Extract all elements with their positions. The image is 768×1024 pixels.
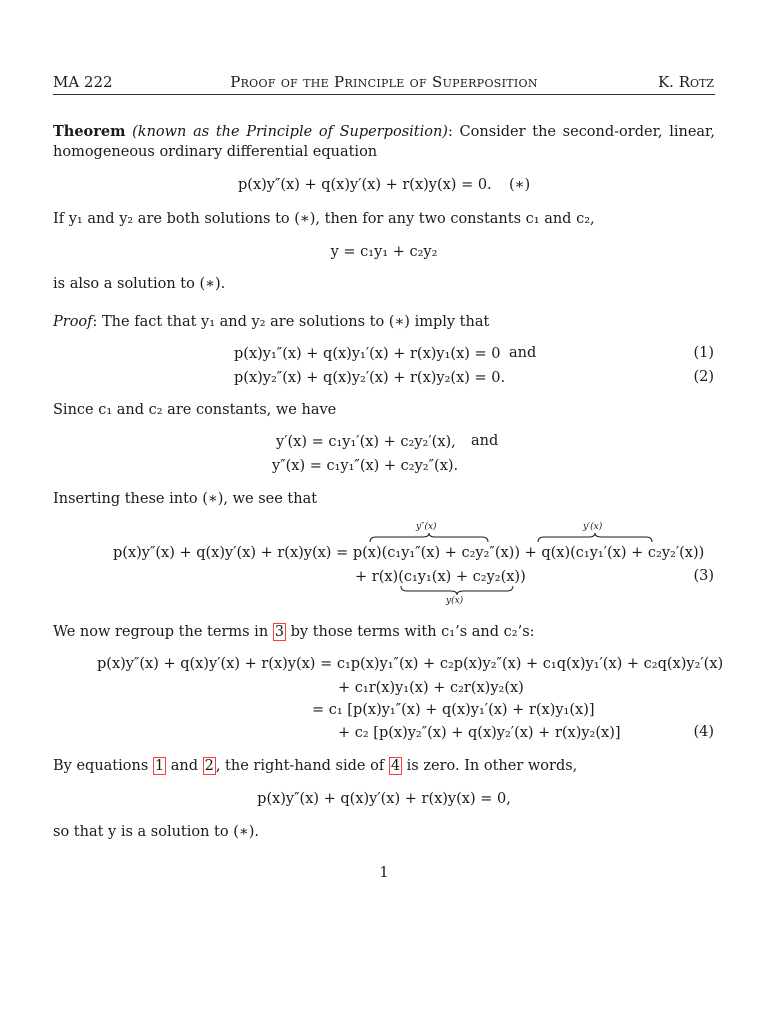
brace-label-ypp: y″(x): [416, 522, 437, 532]
by-text-post: is zero. In other words,: [402, 758, 578, 774]
star-tag: (∗): [509, 177, 531, 193]
equation-3-lhs: p(x)y″(x) + q(x)y′(x) + r(x)y(x) = p(x): [113, 545, 382, 561]
equation-4-line-2: + c₁r(x)y₁(x) + c₂r(x)y₂(x): [338, 680, 524, 696]
equation-3-group-y: (c₁y₁(x) + c₂y₂(x)): [398, 569, 526, 585]
proof-label: Proof: [53, 314, 93, 330]
equation-3-mid: + q(x): [519, 545, 571, 561]
ref-equation-1[interactable]: 1: [154, 758, 165, 774]
equation-2: p(x)y₂″(x) + q(x)y₂′(x) + r(x)y₂(x) = 0.: [234, 370, 506, 386]
page-number: 1: [379, 865, 389, 881]
equation-3-line-1: [113, 544, 704, 562]
equation-3-group-ypp: (c₁y₁″(x) + c₂y₂″(x)): [381, 545, 520, 561]
also-line: is also a solution to (∗).: [53, 276, 226, 292]
theorem-text: : Consider the second-order, linear, homogeneous ordinary differential equation: [53, 124, 715, 160]
regroup-line: [53, 622, 715, 642]
equation-1-and: and: [509, 345, 537, 361]
equation-3-line-2: [355, 568, 526, 586]
regroup-text-pre: We now regroup the terms in: [53, 624, 273, 640]
header-course: MA 222: [53, 73, 113, 91]
theorem-paragraph: [53, 122, 715, 162]
combo-equation: y = c₁y₁ + c₂y₂: [330, 244, 438, 260]
derivative-1-and: and: [471, 433, 499, 449]
overbrace-ypp: [368, 533, 490, 543]
conclusion-line: so that y is a solution to (∗).: [53, 824, 260, 840]
header-title: Proof of the Principle of Superposition: [230, 73, 538, 91]
by-text-pre: By equations: [53, 758, 153, 774]
ref-equation-4[interactable]: 4: [390, 758, 401, 774]
star-equation: p(x)y″(x) + q(x)y′(x) + r(x)y(x) = 0.: [238, 177, 492, 193]
theorem-label: Theorem: [53, 123, 126, 140]
underbrace-y: [399, 586, 515, 596]
equation-3-group-yp: (c₁y₁′(x) + c₂y₂′(x)): [570, 545, 705, 561]
regroup-text-post: by those terms with c₁’s and c₂’s:: [286, 624, 535, 640]
inserting-line: Inserting these into (∗), we see that: [53, 491, 318, 507]
final-equation: p(x)y″(x) + q(x)y′(x) + r(x)y(x) = 0,: [257, 791, 511, 807]
overbrace-yp: [536, 533, 654, 543]
proof-paragraph: [53, 312, 715, 332]
proof-text: : The fact that y₁ and y₂ are solutions to (∗) imply that: [92, 314, 490, 330]
if-line: If y₁ and y₂ are both solutions to (∗), then for any two constants c₁ and c₂,: [53, 211, 595, 227]
derivative-1: y′(x) = c₁y₁′(x) + c₂y₂′(x),: [276, 434, 456, 450]
equation-1: p(x)y₁″(x) + q(x)y₁′(x) + r(x)y₁(x) = 0: [234, 346, 501, 362]
equation-4-line-3: = c₁ [p(x)y₁″(x) + q(x)y₁′(x) + r(x)y₁(x)]: [312, 702, 595, 718]
by-equations-line: [53, 756, 715, 776]
by-text-mid-2: , the right-hand side of: [215, 758, 389, 774]
ref-equation-2[interactable]: 2: [204, 758, 214, 774]
brace-label-y: y(x): [446, 596, 464, 606]
header-author: K. Rotz: [657, 73, 714, 91]
equation-3-number: (3): [693, 568, 714, 584]
brace-label-yp: y′(x): [583, 522, 603, 532]
ref-equation-3[interactable]: 3: [274, 624, 284, 640]
derivative-2: y″(x) = c₁y₁″(x) + c₂y₂″(x).: [272, 458, 459, 474]
equation-4-line-1: p(x)y″(x) + q(x)y′(x) + r(x)y(x) = c₁p(x)y₁″(x) + c₂p(x)y₂″(x) + c₁q(x)y₁′(x) + c₂q(x)y₂′(x): [97, 656, 724, 672]
equation-2-number: (2): [693, 369, 714, 385]
equation-4-line-4: + c₂ [p(x)y₂″(x) + q(x)y₂′(x) + r(x)y₂(x)]: [338, 725, 621, 741]
equation-1-number: (1): [693, 345, 714, 361]
since-line: Since c₁ and c₂ are constants, we have: [53, 402, 337, 418]
header-rule: [53, 94, 715, 95]
theorem-aside: (known as the Principle of Superposition): [132, 124, 448, 140]
equation-3-line-2-pre: + r(x): [355, 569, 399, 585]
equation-4-number: (4): [693, 724, 714, 740]
by-text-mid-1: and: [166, 758, 203, 774]
